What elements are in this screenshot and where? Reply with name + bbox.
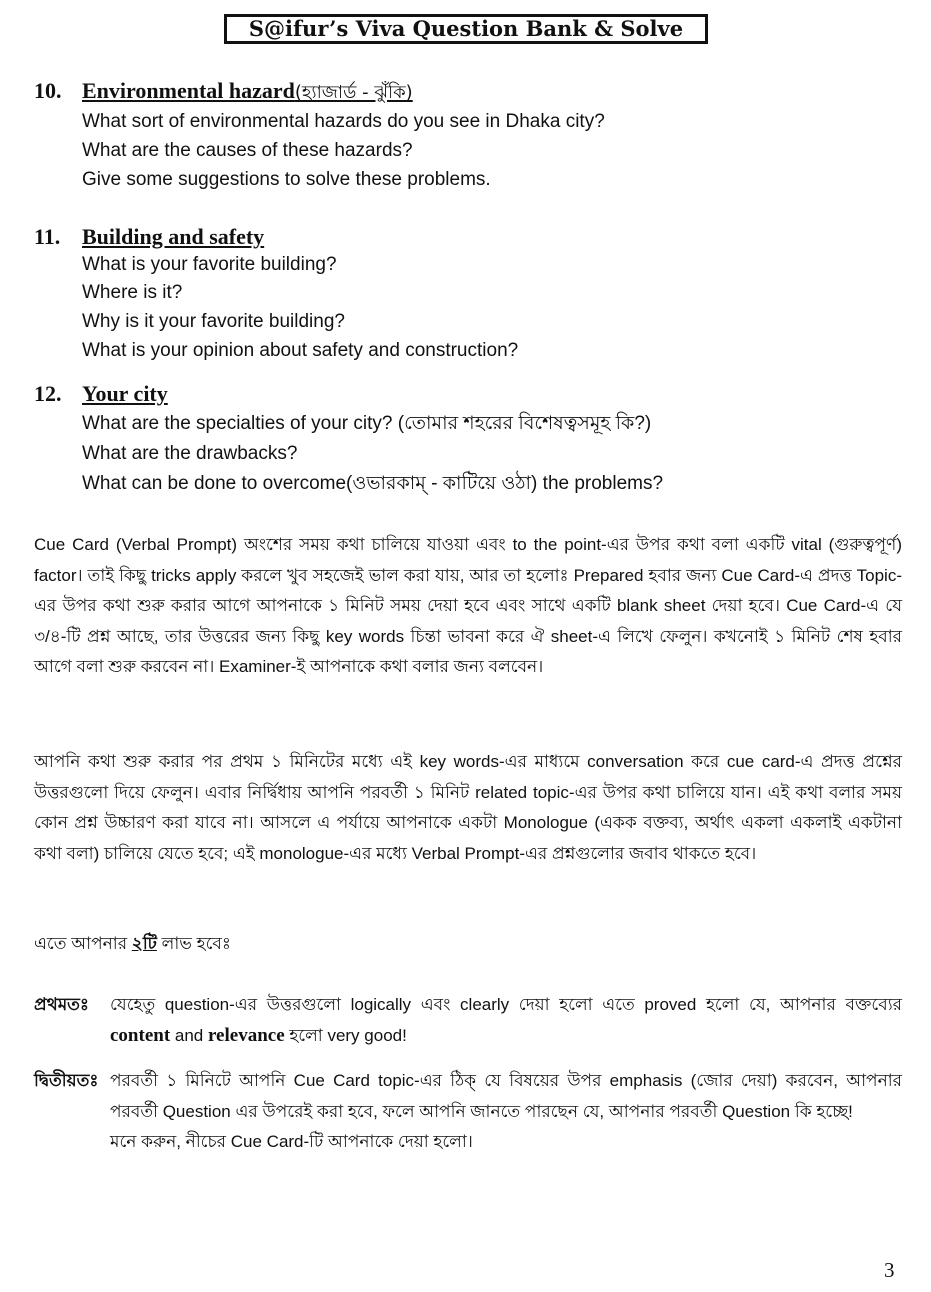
question-line: What can be done to overcome(ওভারকাম্ - কাটিয়ে ওঠা) the problems? xyxy=(82,473,664,494)
question-line: What is your opinion about safety and construction? xyxy=(82,340,519,361)
question-line: Where is it? xyxy=(82,282,183,303)
point-bold-content: content xyxy=(110,1024,171,1046)
question-line: Why is it your favorite building? xyxy=(82,311,345,332)
question-10 xyxy=(34,76,904,196)
question-title-note: (হ্যাজার্ড - ঝুঁকি) xyxy=(294,82,413,103)
question-line: What is your favorite building? xyxy=(82,254,337,275)
gains-line xyxy=(34,930,231,958)
question-number: 12. xyxy=(34,381,62,406)
after-start-paragraph: আপনি কথা শুরু করার পর প্রথম ১ মিনিটের মধ্যে এই key words-এর মাধ্যমে conversation করে cue card-এ প্রদত্ত প্রশ্নের উত্তরগুলো দিয়ে ফেলুন। এবার নির্দ্বিধায় আপনি পরবর্তী ১ মিনিট related topic-এর উপর কথা চালিয়ে যান। এই কথা বলার সময় কোন প্রশ্ন উচ্চারণ করা যাবে না। আসলে এ পর্যায়ে আপনাকে একটা Monologue (একক বক্তব্য, অর্থাৎ একলা একলাই একটানা কথা বলা) চালিয়ে যেতে হবে; এই monologue-এর মধ্যে Verbal Prompt-এর প্রশ্নগুলোর জবাব থাকতে হবে। xyxy=(34,752,902,863)
question-line: What are the specialties of your city? (তোমার শহরের বিশেষত্বসমূহ কি?) xyxy=(82,413,652,434)
question-title-text: Environmental hazard xyxy=(82,78,295,103)
question-number: 10. xyxy=(34,78,62,103)
question-line: What are the drawbacks? xyxy=(82,443,298,464)
point-second xyxy=(34,1066,902,1158)
question-12 xyxy=(34,379,904,504)
point-bold-relevance: relevance xyxy=(207,1024,285,1046)
point-text: যেহেতু question-এর উত্তরগুলো logically এবং clearly দেয়া হলো এতে proved হলো যে, আপনার বক্তব্যের xyxy=(110,995,902,1014)
question-number: 11. xyxy=(34,224,61,249)
page-header-title: S@ifur’s Viva Question Bank & Solve xyxy=(224,14,708,44)
gains-lead: এতে আপনার xyxy=(34,934,132,953)
point-first xyxy=(34,990,902,1051)
question-title: Building and safety xyxy=(82,224,265,249)
point-label: দ্বিতীয়তঃ xyxy=(34,1071,99,1090)
point-label: প্রথমতঃ xyxy=(34,995,89,1014)
gains-count: ২টি xyxy=(131,934,157,953)
point-text: হলো very good! xyxy=(284,1025,407,1045)
point-body xyxy=(110,990,902,1051)
question-line: Give some suggestions to solve these problems. xyxy=(82,169,491,190)
question-line: What are the causes of these hazards? xyxy=(82,140,413,161)
point-text: and xyxy=(170,1025,208,1045)
cue-card-paragraph: Cue Card (Verbal Prompt) অংশের সময় কথা চালিয়ে যাওয়া এবং to the point-এর উপর কথা বলা একটি vital (গুরুত্বপূর্ণ) factor। তাই কিছু tricks apply করলে খুব সহজেই ভাল করা যায়, আর তা হলোঃ Prepared হবার জন্য Cue Card-এ প্রদত্ত Topic-এর উপর কথা শুরু করার আগে আপনাকে ১ মিনিট সময় দেয়া হবে এবং সাথে একটি blank sheet দেয়া হবে। Cue Card-এ যে ৩/৪-টি প্রশ্ন আছে, তার উত্তরের জন্য কিছু key words চিন্তা ভাবনা করে ঐ sheet-এ লিখে ফেলুন। কখনোই ১ মিনিট শেষ হবার আগে বলা শুরু করবেন না। Examiner-ই আপনাকে কথা বলার জন্য বলবেন। xyxy=(34,535,902,677)
gains-tail: লাভ হবেঃ xyxy=(156,934,231,953)
point-text: পরবর্তী ১ মিনিটে আপনি Cue Card topic-এর ঠিক্ যে বিষয়ের উপর emphasis (জোর দেয়া) করবেন, আপনার পরবর্তী Question এর উপরেই করা হবে, ফলে আপনি জানতে পারছেন যে, আপনার পরবর্তী Question কি হচ্ছে! xyxy=(110,1071,902,1121)
point-body xyxy=(110,1066,902,1158)
question-11 xyxy=(34,222,904,372)
page-number: 3 xyxy=(884,1258,895,1282)
point-extra-line: মনে করুন, নীচের Cue Card-টি আপনাকে দেয়া হলো। xyxy=(110,1132,473,1152)
question-title xyxy=(82,76,413,108)
question-line: What sort of environmental hazards do you see in Dhaka city? xyxy=(82,111,605,132)
question-title: Your city xyxy=(82,381,168,406)
